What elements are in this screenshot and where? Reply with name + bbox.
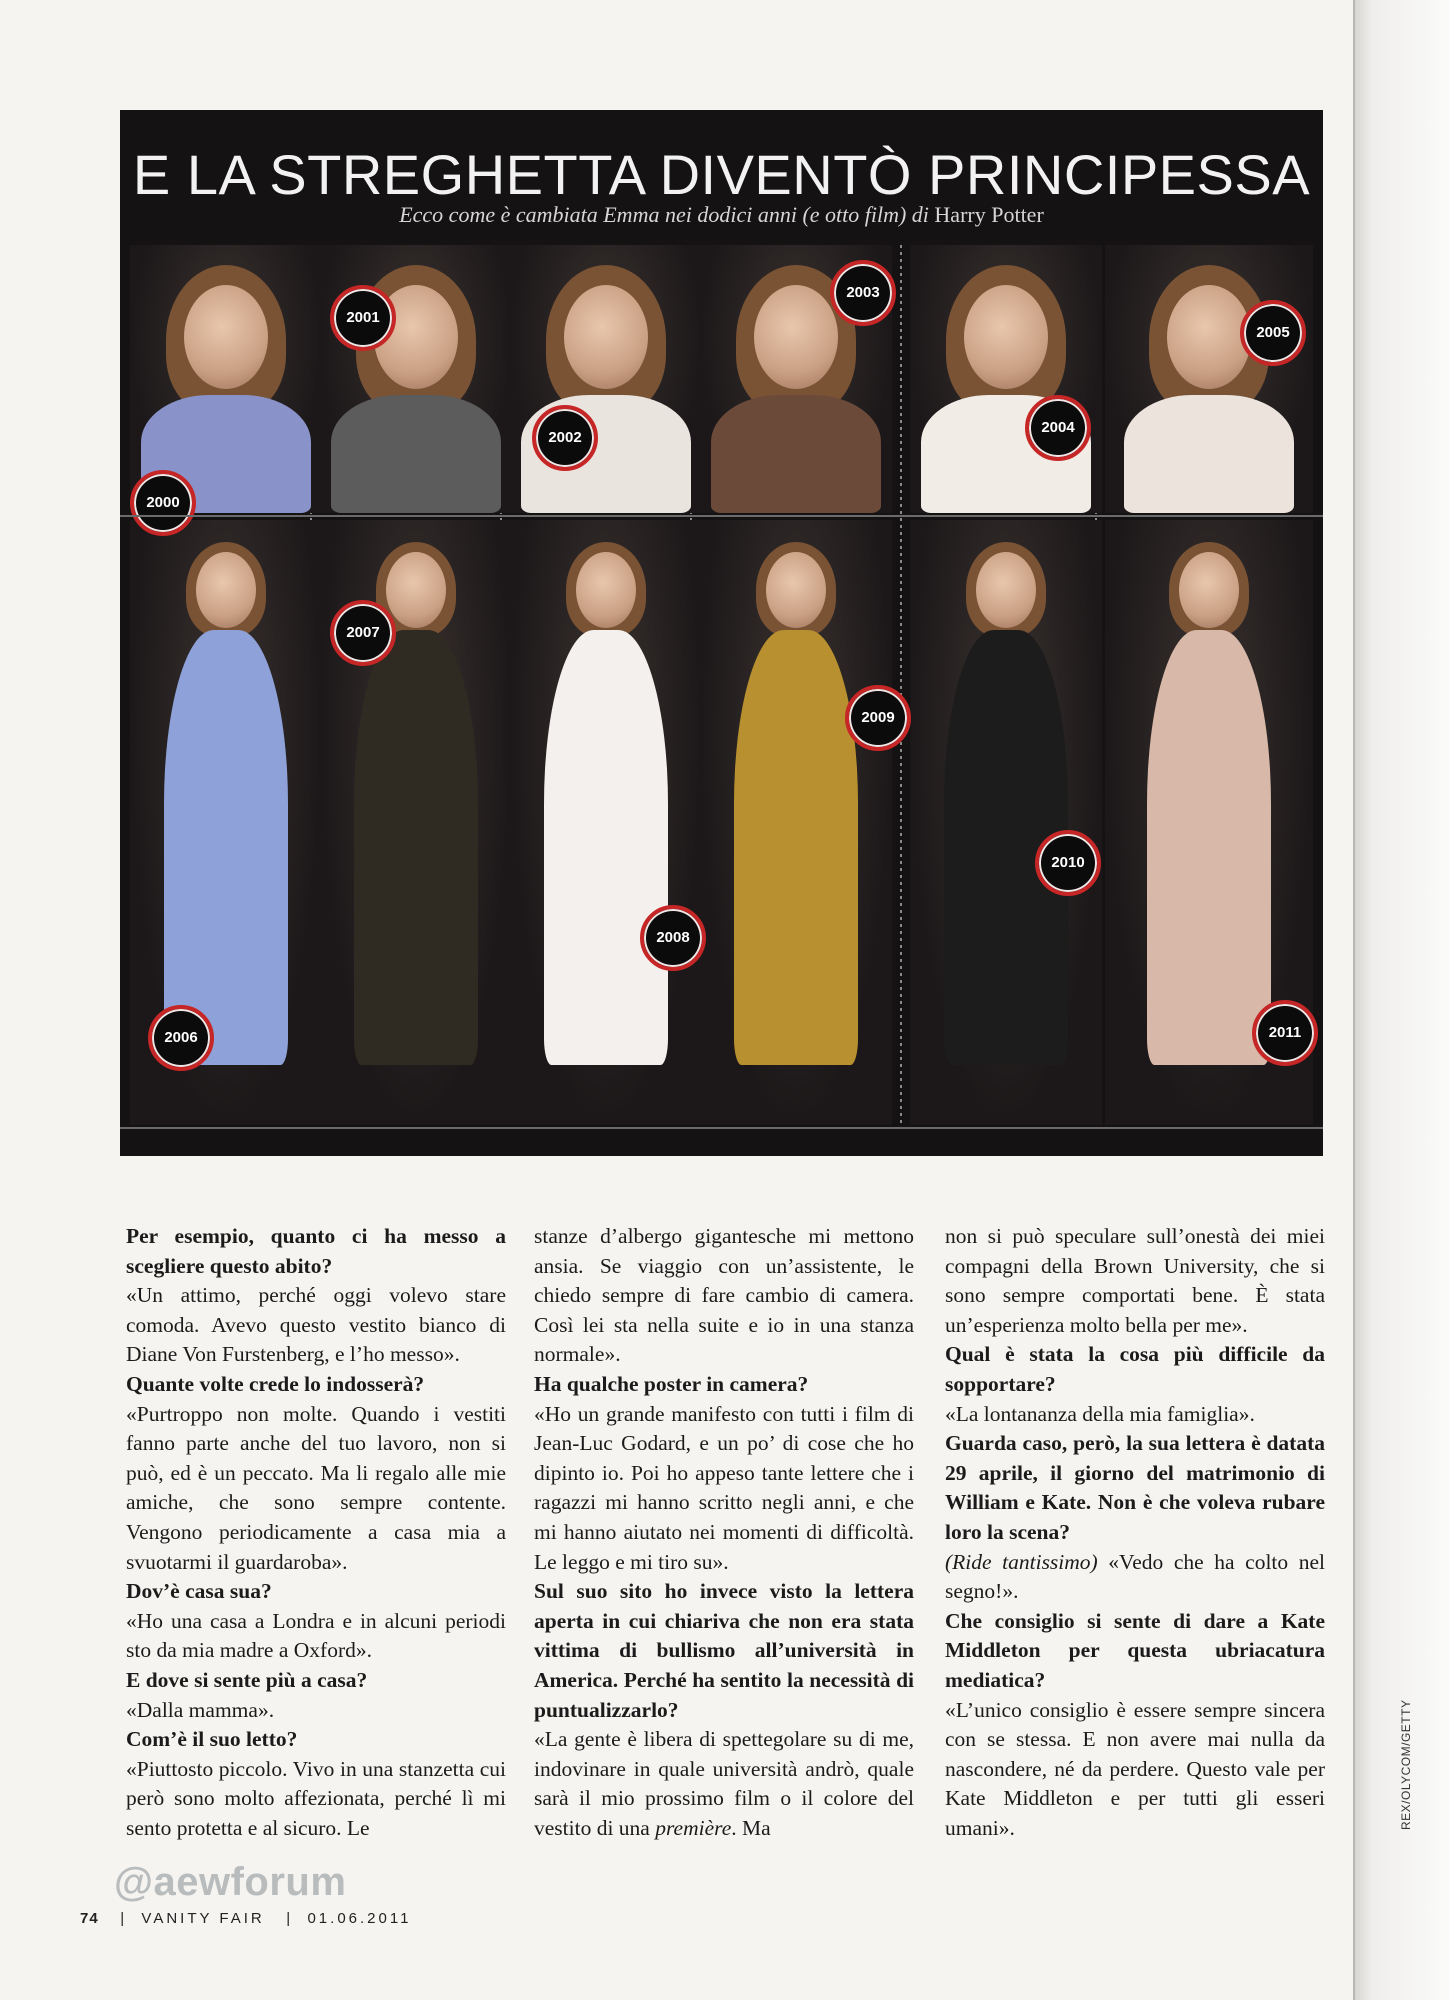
article-column-3 <box>945 1222 1325 1843</box>
dress-shape <box>331 395 501 513</box>
dress-shape <box>734 630 858 1065</box>
answer-text: «La lontananza della mia famiglia». <box>945 1401 1255 1426</box>
answer-text: «Dalla mamma». <box>126 1697 275 1722</box>
interview-answer <box>126 1696 506 1726</box>
answer-text: non si può speculare sull’onestà dei miei compagni della Brown University, che si sono sempre comportati bene. È stata un’esperienza molto bella per me». <box>945 1224 1325 1337</box>
face-shape <box>196 552 256 628</box>
answer-text: «Ho un grande manifesto con tutti i film di Jean-Luc Godard, e un po’ di cose che ho dipinto io. Poi ho appeso tante lettere che i ragazzi mi hanno scritto negli anni, e che mi hanno aiutato nei momenti di difficoltà. Le leggo e mi tiro su». <box>534 1401 914 1574</box>
interview-question: Guarda caso, però, la sua lettera è datata 29 aprile, il giorno del matrimonio di William e Kate. Non è che voleva rubare loro la scena? <box>945 1431 1325 1544</box>
year-badge: 2008 <box>640 905 706 971</box>
face-shape <box>766 552 826 628</box>
answer-text: «L’unico consiglio è essere sempre sincera con se stessa. E non avere mai nulla da nascondere, né da perdere. Questo vale per Kate Middleton e per tutti gli esseri umani». <box>945 1697 1325 1840</box>
face-shape <box>1179 552 1239 628</box>
year-badge: 2004 <box>1025 395 1091 461</box>
interview-question: Qual è stata la cosa più difficile da sopportare? <box>945 1342 1325 1396</box>
year-badge: 2005 <box>1240 300 1306 366</box>
dress-shape <box>164 630 288 1065</box>
interview-question: Per esempio, quanto ci ha messo a scegliere questo abito? <box>126 1224 506 1278</box>
dress-shape <box>354 630 478 1065</box>
dress-shape <box>544 630 668 1065</box>
answer-text: «Piuttosto piccolo. Vivo in una stanzetta cui però sono molto affezionata, perché lì mi sento protetta e al sicuro. Le <box>126 1756 506 1840</box>
italic-term: première <box>655 1815 732 1840</box>
interview-answer <box>126 1400 506 1578</box>
photo-credit: REX/OLYCOM/GETTY <box>1399 1699 1413 1830</box>
interview-answer <box>126 1755 506 1844</box>
portrait-photo <box>510 245 702 513</box>
year-badge: 2010 <box>1035 830 1101 896</box>
subtitle-italic: Ecco come è cambiata Emma nei dodici anni (e otto film) di <box>399 202 929 227</box>
answer-text: . Ma <box>731 1815 771 1840</box>
bottom-rule <box>120 1127 1323 1129</box>
answer-text: «Purtroppo non molte. Quando i vestiti fanno parte anche del tuo lavoro, non si può, ed è un peccato. Ma li regalo alle mie amiche, che sono sempre contente. Vengono periodicamente a casa mia a svuotarmi il guardaroba». <box>126 1401 506 1574</box>
answer-text: «Ho una casa a Londra e in alcuni periodi sto da mia madre a Oxford». <box>126 1608 506 1663</box>
interview-question: Dov’è casa sua? <box>126 1579 272 1604</box>
year-badge: 2006 <box>148 1005 214 1071</box>
interview-question: Sul suo sito ho invece visto la lettera aperta in cui chiariva che non era stata vittima di bullismo all’università in America. Perché ha sentito la necessità di puntualizzarlo? <box>534 1579 914 1722</box>
article-column-1 <box>126 1222 506 1843</box>
face-shape <box>976 552 1036 628</box>
interview-answer <box>534 1400 914 1578</box>
portrait-photo <box>910 245 1102 513</box>
watermark: @aewforum <box>114 1860 347 1904</box>
year-badge: 2009 <box>845 685 911 751</box>
article-column-2 <box>534 1222 914 1843</box>
portrait-photo <box>510 520 702 1125</box>
interview-question: Quante volte crede lo indosserà? <box>126 1371 425 1396</box>
year-badge: 2002 <box>532 405 598 471</box>
photo-panel <box>120 110 1323 1156</box>
stage-direction: (Ride tantissimo) <box>945 1549 1098 1574</box>
answer-text: «La gente è libera di spettegolare su di me, indovinare in quale università andrò, quale sarà il mio prossimo film o il colore del vestito di una <box>534 1727 914 1840</box>
interview-question: Com’è il suo letto? <box>126 1727 298 1752</box>
interview-answer <box>945 1222 1325 1340</box>
interview-answer <box>534 1725 914 1843</box>
feature-subtitle <box>120 202 1323 228</box>
feature-title: E LA STREGHETTA DIVENTÒ PRINCIPESSA <box>132 143 1311 206</box>
answer-text: stanze d’albergo gigantesche mi mettono ansia. Se viaggio con un’assistente, le chiedo sempre di fare cambio di camera. Così lei sta nella suite e io in una stanza normale». <box>534 1224 914 1367</box>
interview-answer <box>126 1607 506 1666</box>
interview-answer <box>126 1281 506 1370</box>
subtitle-roman: Harry Potter <box>934 202 1044 227</box>
face-shape <box>386 552 446 628</box>
interview-answer <box>945 1696 1325 1844</box>
folio: 74 | VANITY FAIR | 01.06.2011 <box>80 1910 412 1927</box>
face-shape <box>1167 285 1251 389</box>
magazine-name: VANITY FAIR <box>141 1910 265 1927</box>
page-edge-line <box>1353 0 1355 2000</box>
face-shape <box>576 552 636 628</box>
interview-question: E dove si sente più a casa? <box>126 1667 368 1692</box>
year-badge: 2011 <box>1252 1000 1318 1066</box>
dress-shape <box>1124 395 1294 513</box>
face-shape <box>184 285 268 389</box>
answer-text: «Un attimo, perché oggi volevo stare comoda. Avevo questo vestito bianco di Diane Von Furstenberg, e l’ho messo». <box>126 1283 506 1367</box>
interview-question: Ha qualche poster in camera? <box>534 1371 809 1396</box>
year-badge: 2001 <box>330 285 396 351</box>
dress-shape <box>711 395 881 513</box>
portrait-photo <box>1105 245 1313 513</box>
year-badge: 2007 <box>330 600 396 666</box>
interview-answer <box>945 1548 1325 1607</box>
face-shape <box>564 285 648 389</box>
interview-answer <box>534 1222 914 1370</box>
interview-question: Che consiglio si sente di dare a Kate Middleton per questa ubriacatura mediatica? <box>945 1608 1325 1692</box>
dress-shape <box>1147 630 1271 1065</box>
answer-text: «Vedo che ha colto nel segno!». <box>945 1549 1325 1604</box>
interview-answer <box>945 1400 1325 1430</box>
year-badge: 2003 <box>830 260 896 326</box>
photo-divider <box>900 245 902 1125</box>
face-shape <box>754 285 838 389</box>
face-shape <box>964 285 1048 389</box>
row-divider <box>120 515 1323 517</box>
portrait-photo <box>700 520 892 1125</box>
year-badge: 2000 <box>130 470 196 536</box>
page-number: 74 <box>80 1910 99 1927</box>
portrait-photo <box>320 245 512 513</box>
portrait-photo <box>910 520 1102 1125</box>
issue-date: 01.06.2011 <box>307 1910 412 1927</box>
